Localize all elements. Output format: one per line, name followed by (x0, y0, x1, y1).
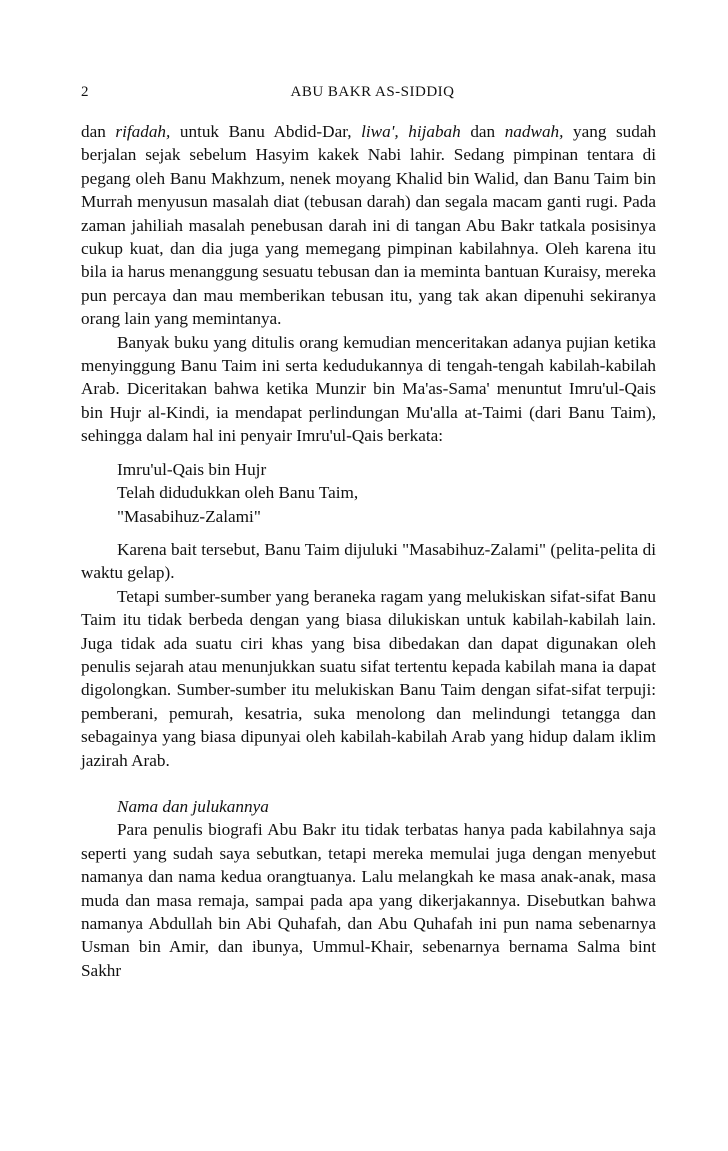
running-header (81, 84, 656, 108)
paragraph-1-text-c: dan (470, 122, 496, 141)
verse-line: "Masabihuz-Zalami" (117, 506, 261, 526)
section-heading: Nama dan julukannya (117, 796, 269, 816)
verse-line: Telah didudukkan oleh Banu Taim, (117, 483, 359, 503)
verse-line: Imru'ul-Qais bin Hujr (117, 459, 267, 479)
running-title: ABU BAKR AS-SIDDIQ (290, 84, 455, 100)
paragraph-3: Karena bait tersebut, Banu Taim dijuluki "Masabihuz-Zalami" (pelita-pelita di waktu gelap). (81, 539, 656, 583)
paragraph-1-term-nadwah: nadwah, (504, 122, 564, 141)
paragraph-1-text-d: yang sudah berjalan sejak sebelum Hasyim kakek Nabi lahir. Sedang pimpinan tentara di pegang oleh Banu Makhzum, nenek moyang Khalid bin Walid, dan Banu Taim bin Murrah menyusun masalah diat (tebusan darah) dan segala macam ganti rugi. Pada zaman jahiliah masalah penebusan darah ini di tangan Abu Bakr tatkala posisinya cukup kuat, dan dia juga yang memegang pimpinan kabilahnya. Oleh karena itu bila ia harus menanggung sesuatu tebusan dan ia meminta bantuan Kuraisy, mereka pun percaya dan mau memberikan tebusan itu, yang tak akan dipenuhi sekiranya orang lain yang memintanya. (81, 122, 657, 329)
paragraph-1 (81, 120, 656, 331)
paragraph-1-text-a: dan (81, 122, 106, 141)
body-text (81, 120, 656, 982)
paragraph-2: Banyak buku yang ditulis orang kemudian menceritakan adanya pujian ketika menyinggung Banu Taim ini serta kedudukannya di tengah-tengah kabilah-kabilah Arab. Diceritakan bahwa ketika Munzir bin Ma'as-Sama' menuntut Imru'ul-Qais bin Hujr al-Kindi, ia mendapat perlindungan Mu'alla at-Taimi (dari Banu Taim), sehingga dalam hal ini penyair Imru'ul-Qais berkata: (81, 332, 656, 446)
book-page (81, 84, 656, 982)
paragraph-4: Tetapi sumber-sumber yang beraneka ragam yang melukiskan sifat-sifat Banu Taim itu tidak berbeda dengan yang biasa dilukiskan untuk kabilah-kabilah lain. Juga tidak ada suatu ciri khas yang bisa dibedakan dan dapat digunakan oleh penulis sejarah atau menunjukkan suatu sifat tertentu kepada kabilah mana ia dapat digolongkan. Sumber-sumber itu melukiskan Banu Taim dengan sifat-sifat terpuji: pemberani, pemurah, kesatria, suka menolong dan melindungi tetangga dan sebagainya yang biasa dipunyai oleh kabilah-kabilah Arab yang hidup dalam iklim jazirah Arab. (81, 586, 656, 770)
page-number: 2 (81, 84, 89, 100)
poem-verse (117, 458, 656, 528)
paragraph-1-term-rifadah: rifadah, (115, 122, 171, 141)
paragraph-5: Para penulis biografi Abu Bakr itu tidak terbatas hanya pada kabilahnya saja seperti yang sudah saya sebutkan, tetapi mereka memulai juga dengan menyebut namanya dan nama kedua orangtuanya. Lalu melangkah ke masa anak-anak, masa muda dan masa remaja, sampai pada apa yang dikerjakannya. Disebutkan bahwa namanya Abdullah bin Abi Quhafah, dan Abu Quhafah ini pun nama sebenarnya Usman bin Amir, dan ibunya, Ummul-Khair, sebenarnya bernama Salma bint Sakhr (81, 820, 656, 980)
paragraph-1-text-b: untuk Banu Abdid-Dar, (179, 122, 352, 141)
paragraph-1-term-liwa-hijabah: liwa', hijabah (361, 122, 461, 141)
